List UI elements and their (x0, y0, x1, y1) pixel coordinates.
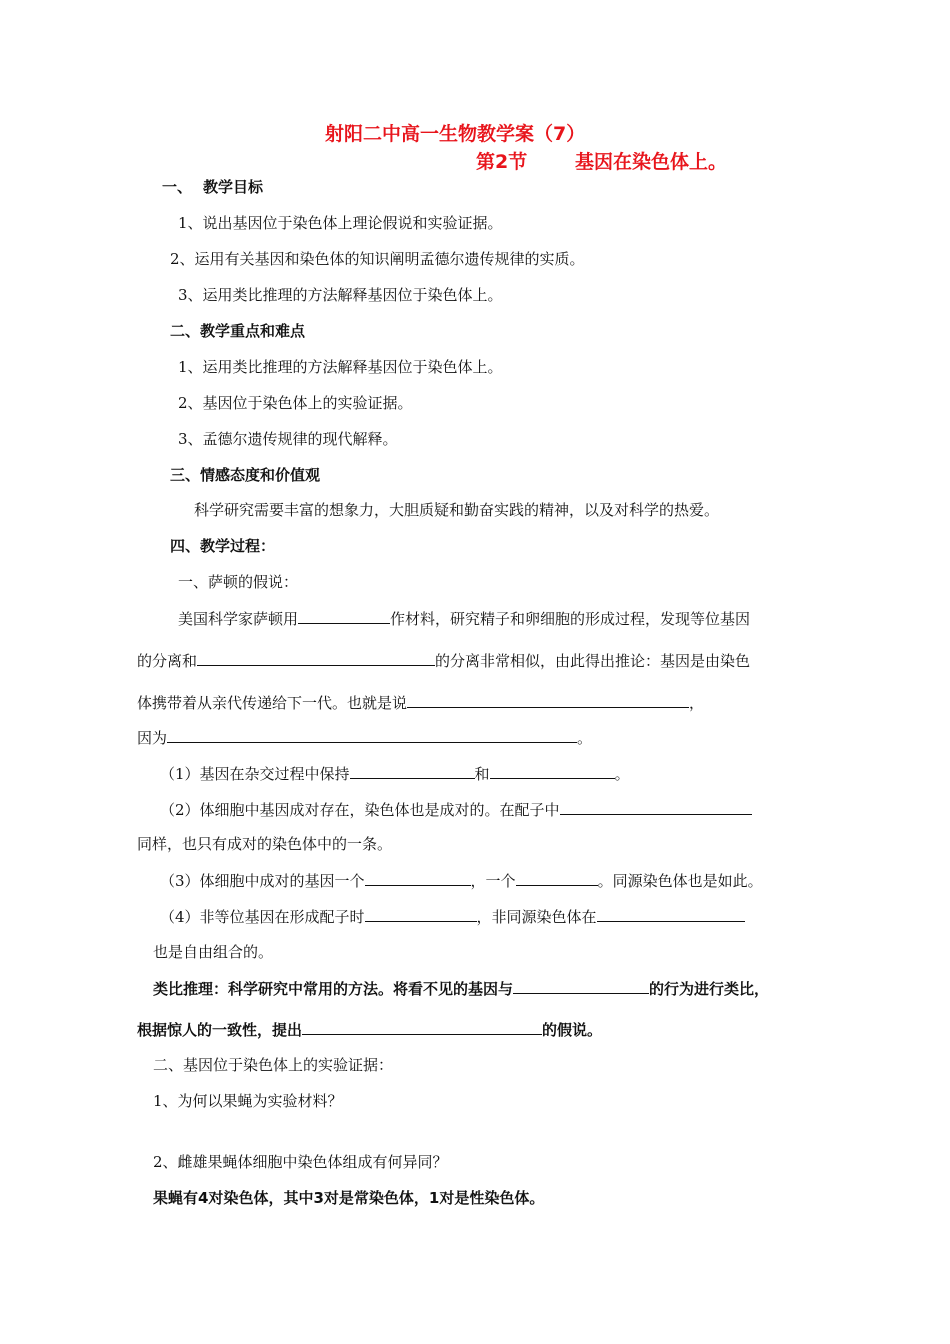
text-fragment: 。 (577, 729, 593, 747)
text-fragment: 。 (614, 765, 630, 783)
text-fragment: 的分离和 (137, 652, 198, 670)
fill-blank[interactable] (513, 978, 649, 994)
fly-answer: 果蝇有4对染色体，其中3对是常染色体，1对是性染色体。 (153, 1189, 545, 1207)
text-fragment: ， (689, 694, 705, 712)
fill-blank[interactable] (365, 906, 477, 922)
values-text: 科学研究需要丰富的想象力，大胆质疑和勤奋实践的精神，以及对科学的热爱。 (194, 501, 720, 519)
key-point-item: 2、基因位于染色体上的实验证据。 (178, 394, 413, 412)
fill-blank[interactable] (302, 1019, 542, 1035)
objectives-heading-num: 一、 (162, 178, 193, 196)
fill-blank[interactable] (197, 650, 435, 666)
objective-item: 1、说出基因位于染色体上理论假说和实验证据。 (178, 214, 503, 232)
question-line: 同样，也只有成对的染色体中的一条。 (137, 835, 393, 853)
values-heading: 三、情感态度和价值观 (170, 466, 321, 484)
fill-blank[interactable] (350, 763, 475, 779)
question-fly-chromosomes: 2、雌雄果蝇体细胞中染色体组成有何异同？ (153, 1153, 448, 1171)
text-fragment: 因为 (137, 729, 168, 747)
text-fragment: （4）非等位基因在形成配子时 (160, 908, 365, 926)
paragraph-line (137, 650, 750, 671)
text-fragment: （2）体细胞中基因成对存在，染色体也是成对的。在配子中 (160, 801, 560, 819)
page-title: 射阳二中高一生物教学案（7） (325, 123, 586, 145)
section-number: 第2节 (476, 151, 528, 173)
fill-blank[interactable] (560, 799, 752, 815)
objective-item: 3、运用类比推理的方法解释基因位于染色体上。 (178, 286, 503, 304)
fill-blank[interactable] (516, 870, 598, 886)
text-fragment: ，非同源染色体在 (476, 908, 597, 926)
text-fragment: 美国科学家萨顿用 (178, 610, 299, 628)
text-fragment: 的分离非常相似，由此得出推论：基因是由染色 (435, 652, 751, 670)
text-fragment: 根据惊人的一致性，提出 (137, 1021, 303, 1039)
text-fragment: 的行为进行类比， (649, 980, 770, 998)
objective-item: 2、运用有关基因和染色体的知识阐明孟德尔遗传规律的实质。 (170, 250, 585, 268)
text-fragment: （3）体细胞中成对的基因一个 (160, 872, 365, 890)
objectives-heading: 教学目标 (203, 178, 264, 196)
text-fragment: 类比推理：科学研究中常用的方法。将看不见的基因与 (153, 980, 514, 998)
text-fragment: 作材料，研究精子和卵细胞的形成过程，发现等位基因 (390, 610, 751, 628)
process-heading: 四、教学过程： (170, 537, 276, 555)
analogy-line (153, 978, 769, 999)
text-fragment: ，一个 (470, 872, 516, 890)
analogy-line (137, 1019, 602, 1040)
text-fragment: 和 (474, 765, 490, 783)
fill-blank[interactable] (298, 608, 390, 624)
question-line (160, 799, 752, 820)
fill-blank[interactable] (597, 906, 745, 922)
question-line (160, 870, 763, 891)
question-line: 也是自由组合的。 (153, 943, 274, 961)
key-point-item: 3、孟德尔遗传规律的现代解释。 (178, 430, 398, 448)
question-line (160, 906, 745, 927)
part2-title: 二、基因位于染色体上的实验证据： (153, 1056, 394, 1074)
paragraph-line (137, 692, 704, 713)
text-fragment: （1）基因在杂交过程中保持 (160, 765, 350, 783)
paragraph-line (178, 608, 750, 629)
fill-blank[interactable] (167, 727, 577, 743)
fill-blank[interactable] (365, 870, 471, 886)
text-fragment: 的假说。 (542, 1021, 603, 1039)
part1-title: 一、萨顿的假说： (178, 573, 299, 591)
paragraph-line (137, 727, 592, 748)
fill-blank[interactable] (490, 763, 615, 779)
key-points-heading: 二、教学重点和难点 (170, 322, 306, 340)
key-point-item: 1、运用类比推理的方法解释基因位于染色体上。 (178, 358, 503, 376)
section-topic: 基因在染色体上。 (575, 151, 728, 173)
fill-blank[interactable] (407, 692, 689, 708)
question-fly-material: 1、为何以果蝇为实验材料？ (153, 1092, 343, 1110)
text-fragment: 。同源染色体也是如此。 (597, 872, 763, 890)
question-line (160, 763, 630, 784)
text-fragment: 体携带着从亲代传递给下一代。也就是说 (137, 694, 408, 712)
